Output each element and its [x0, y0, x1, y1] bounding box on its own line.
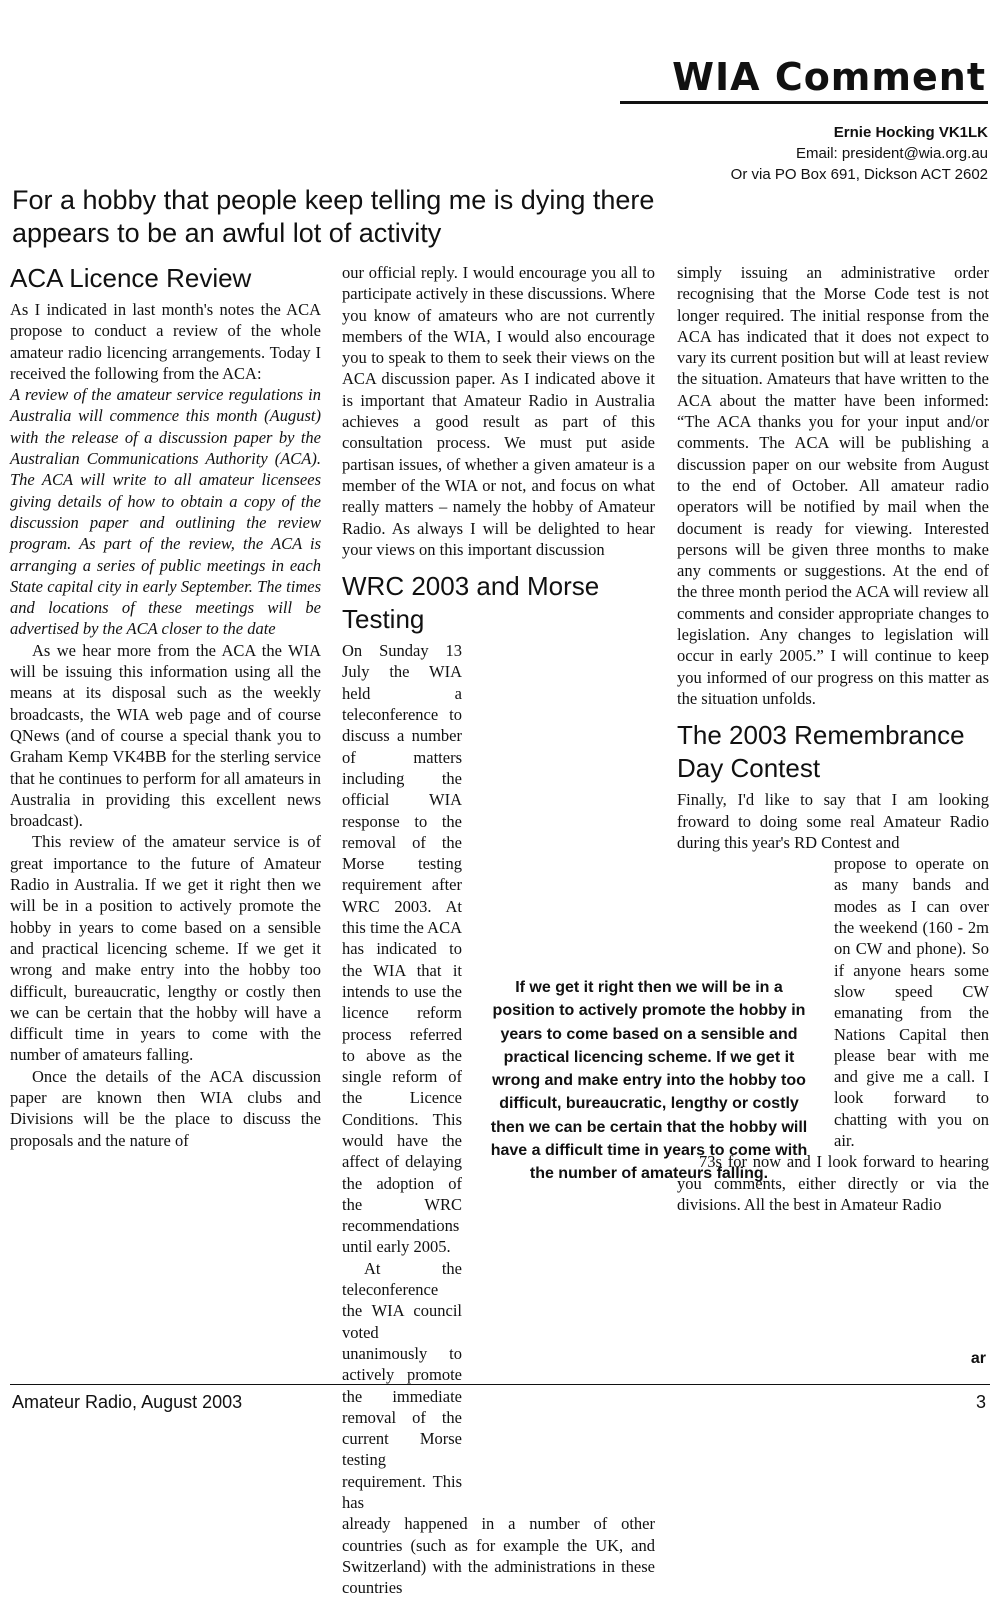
- footer-rule: [10, 1384, 990, 1385]
- footer: [12, 1392, 986, 1413]
- paragraph: our official reply. I would encourage you all to participate actively in these discussions. Where you know of amateurs who are not currently members of the WIA, I would also encourage you to speak to them to seek their views on the ACA discussion paper. As I indicated above it is important that Amateur Radio in Australia achieves a good result as part of this consultation process. We must put aside partisan issues, of whether a given amateur is a member of the WIA or not, and focus on what really matters – namely the hobby of Amateur Radio. As always I will be delighted to hear your views on this important discussion: [342, 263, 655, 559]
- author-postal: Or via PO Box 691, Dickson ACT 2602: [730, 166, 988, 183]
- paragraph: already happened in a number of other countries (such as for example the UK, and Switzerland) with the administrations in these countries: [342, 1514, 655, 1598]
- paragraph: This review of the amateur service is of great importance to the future of Amateur Radio in Australia. If we get it right then we will be in a position to actively promote the hobby in years to come based on a sensible and practical licencing scheme. If we get it wrong and make entry into the hobby too difficult, bureaucratic, lengthy or costly then we can be certain that the hobby will have a difficult time in years to come with the number of amateurs falling.: [10, 832, 321, 1065]
- end-mark: ar: [970, 1350, 986, 1367]
- section-heading-rd-contest: The 2003 Remembrance Day Contest: [677, 720, 965, 784]
- section-heading-aca: ACA Licence Review: [10, 263, 252, 293]
- article-headline: For a hobby that people keep telling me is dying there appears to be an awful lot of activity: [12, 185, 655, 248]
- paragraph: On Sunday 13 July the WIA held a teleconference to discuss a number of matters including the official WIA response to the removal of the Morse testing requirement after WRC 2003. At this time the ACA has indicated to the WIA that it intends to use the licence reform process referred to above as the single reform of the Licence Conditions. This would have the affect of delaying the adoption of the WRC recommendations until early 2005.: [342, 641, 462, 1257]
- paragraph: 73s for now and I look forward to hearing you comments, either directly or via the divisions. All the best in Amateur Radio: [677, 1152, 989, 1214]
- author-name: Ernie Hocking VK1LK: [833, 124, 988, 141]
- paragraph: At the teleconference the WIA council voted unanimously to actively promote the immediate removal of the current Morse testing requirement. This has: [342, 1258, 462, 1513]
- page-number: 3: [975, 1392, 986, 1412]
- author-email: Email: president@wia.org.au: [796, 145, 988, 162]
- paragraph: simply issuing an administrative order recognising that the Morse Code test is not longer required. The initial response from the ACA has indicated that it does not expect to vary its current position but will at least review the situation. Amateurs that have written to the ACA about the matter have been informed: “The ACA thanks you for your input and/or comments. The ACA will be publishing a discussion paper on our website from August to the end of October. All amateur radio operators will be notified by mail when the document is ready for viewing. Interested persons will be given three months to make any comments or suggestions. At the end of the three month period the ACA will review all comments and consider appropriate changes to legislation. Any changes to legislation will occur in early 2005.” I will continue to keep you informed of our progress on this matter as the situation unfolds.: [677, 263, 989, 708]
- pull-quote: If we get it right then we will be in a position to actively promote the hobby in years to come based on a sensible and practical licencing scheme. If we get it wrong and make entry into the hobby too difficult, bureaucratic, lengthy or costly then we can be certain that the hobby will have a difficult time in years to come with the number of amateurs falling.: [490, 979, 808, 1183]
- publication-name: Amateur Radio, August 2003: [12, 1392, 243, 1412]
- title-rule: [620, 101, 988, 104]
- paragraph: As I indicated in last month's notes the ACA propose to conduct a review of the whole amateur radio licencing arrangements. Today I received the following from the ACA:: [10, 300, 321, 383]
- column-1: [10, 262, 321, 1151]
- paragraph: Finally, I'd like to say that I am looking froward to doing some real Amateur Radio during this year's RD Contest and: [677, 790, 989, 852]
- section-heading-wrc: WRC 2003 and Morse Testing: [342, 571, 600, 635]
- aca-quote: A review of the amateur service regulations in Australia will commence this month (August) with the release of a discussion paper by the Australian Communications Authority (ACA). The ACA will write to all amateur licensees giving details of how to obtain a copy of the discussion paper and outlining the review program. As part of the review, the ACA is arranging a series of public meetings in each State capital city in early September. The times and locations of these meetings will be advertised by the ACA closer to the date: [10, 385, 321, 639]
- paragraph: As we hear more from the ACA the WIA will be issuing this information using all the means at its disposal such as the weekly broadcasts, the WIA web page and of course QNews (and of course a special thank you to Graham Kemp VK4BB for the sterling service that he continues to perform for all amateurs in Australia in providing this excellent news broadcast).: [10, 640, 321, 831]
- column-title: WIA Comment: [672, 55, 986, 99]
- byline: [731, 122, 988, 185]
- paragraph: Once the details of the ACA discussion paper are known then WIA clubs and Divisions will be the place to discuss the proposals and the nature of: [10, 1066, 321, 1150]
- paragraph: propose to operate on as many bands and modes as I can over the weekend (160 - 2m on CW and phone). So if anyone hears some slow speed CW emanating from the Nations Capital then please bear with me and give me a call. I look forward to chatting with you on air.: [834, 854, 989, 1150]
